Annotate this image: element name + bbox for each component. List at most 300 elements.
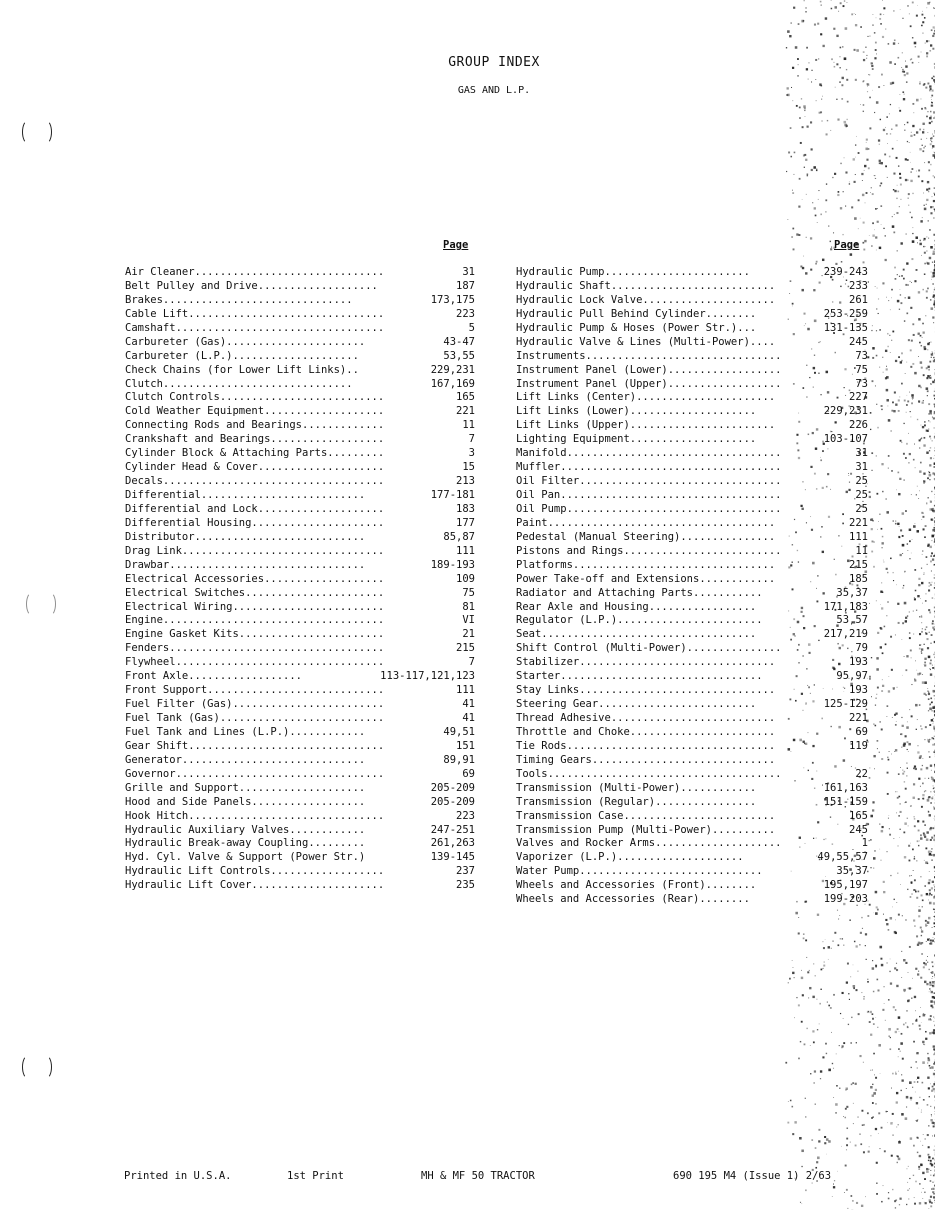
scan-speck [798, 206, 800, 208]
scan-speck [851, 1017, 852, 1018]
scan-speck [876, 355, 878, 357]
scan-speck [906, 741, 908, 743]
scan-speck [899, 478, 901, 480]
scan-speck [906, 1088, 907, 1089]
scan-speck [902, 770, 903, 771]
scan-speck [925, 525, 927, 527]
scan-speck [934, 152, 935, 153]
scan-speck [881, 860, 882, 861]
scan-speck [898, 622, 900, 624]
scan-speck [871, 518, 874, 521]
index-entry [516, 461, 868, 475]
scan-speck [909, 13, 910, 14]
scan-speck [931, 105, 933, 107]
index-entry-label: Hook Hitch............................... [125, 809, 385, 822]
index-entry-page: 49,55,57 [817, 851, 868, 864]
scan-speck [905, 617, 907, 619]
footer-model: MH & MF 50 TRACTOR [421, 1170, 535, 1182]
scan-speck [922, 1198, 923, 1199]
scan-speck [899, 1141, 900, 1142]
scan-speck [896, 687, 897, 688]
scan-speck [792, 190, 793, 191]
scan-speck [922, 906, 923, 907]
index-entry-page: 1 [861, 837, 868, 850]
scan-speck [815, 1104, 816, 1105]
index-entry-page: 151-159 [823, 795, 868, 808]
scan-speck [927, 132, 928, 133]
scan-speck [927, 739, 928, 740]
scan-speck [927, 430, 929, 432]
scan-speck [912, 240, 915, 243]
scan-speck [922, 674, 923, 675]
scan-speck [825, 1043, 827, 1045]
scan-speck [902, 773, 904, 775]
scan-speck [905, 297, 906, 298]
index-entry [125, 768, 475, 782]
scan-speck [837, 1171, 838, 1172]
scan-speck [930, 802, 932, 804]
scan-speck [919, 470, 921, 472]
scan-speck [872, 967, 874, 969]
scan-speck [921, 648, 923, 650]
index-entry [516, 837, 868, 851]
index-entry-page: 103-107 [823, 433, 868, 446]
scan-speck [907, 179, 908, 180]
scan-speck [931, 137, 933, 139]
scan-speck [799, 178, 801, 180]
scan-speck [880, 591, 882, 593]
index-entry [125, 378, 475, 392]
scan-speck [802, 994, 804, 996]
scan-speck [924, 658, 926, 660]
index-entry-label: Muffler................................... [516, 461, 782, 474]
scan-speck [904, 572, 905, 573]
scan-speck [925, 726, 927, 728]
scan-speck [821, 4, 822, 5]
scan-speck [872, 14, 873, 15]
index-entry-label: Hydraulic Shaft.......................... [516, 279, 776, 292]
scan-speck [931, 854, 932, 855]
index-entry-label: Governor................................. [125, 767, 385, 780]
scan-speck [791, 236, 793, 238]
scan-speck [919, 148, 921, 150]
scan-speck [932, 1135, 933, 1136]
scan-speck [880, 604, 881, 605]
index-entry-label: Decals................................... [125, 475, 385, 488]
scan-speck [891, 410, 893, 412]
scan-speck [907, 818, 908, 819]
scan-speck [899, 829, 900, 830]
scan-speck [795, 46, 798, 49]
scan-speck [924, 162, 925, 163]
scan-speck [906, 412, 907, 413]
scan-speck [934, 577, 935, 578]
scan-speck [837, 118, 839, 120]
scan-speck [887, 772, 889, 774]
scan-speck [909, 860, 911, 862]
scan-speck [885, 1020, 886, 1021]
scan-speck [905, 1022, 906, 1023]
index-entry-label: Hydraulic Pump & Hoses (Power Str.)... [516, 321, 757, 334]
scan-speck [920, 837, 922, 839]
scan-speck [830, 241, 831, 242]
scan-speck [926, 838, 928, 840]
scan-speck [906, 362, 907, 363]
index-entry-label: Cold Weather Equipment................... [125, 405, 385, 418]
scan-speck [881, 758, 883, 760]
scan-speck [820, 1078, 821, 1079]
scan-speck [924, 824, 926, 826]
scan-speck [872, 470, 873, 471]
scan-speck [807, 175, 808, 176]
scan-speck [933, 1054, 935, 1056]
scan-speck [876, 455, 877, 456]
scan-speck [803, 933, 805, 935]
scan-speck [846, 1144, 848, 1146]
index-entry-label: Fenders.................................. [125, 642, 385, 655]
scan-speck [903, 585, 904, 586]
scan-speck [821, 99, 822, 100]
scan-speck [866, 159, 868, 161]
scan-speck [825, 939, 826, 940]
scan-speck [932, 1158, 934, 1160]
scan-speck [868, 148, 869, 149]
scan-speck [914, 856, 915, 857]
scan-speck [932, 744, 934, 746]
scan-speck [915, 590, 917, 592]
scan-speck [803, 256, 804, 257]
scan-speck [922, 145, 923, 146]
index-entry-page: 177-181 [430, 489, 475, 501]
scan-speck [817, 1029, 818, 1030]
index-entry [125, 837, 475, 851]
scan-speck [924, 1178, 926, 1180]
scan-speck [891, 1155, 893, 1157]
scan-speck [932, 838, 933, 839]
scan-speck [928, 238, 929, 239]
scan-speck [915, 43, 916, 44]
scan-speck [815, 263, 817, 265]
scan-speck [910, 152, 911, 153]
scan-speck [932, 196, 933, 197]
scan-speck [906, 443, 908, 445]
scan-speck [912, 363, 914, 365]
index-entry [125, 391, 475, 405]
scan-speck [931, 1164, 933, 1166]
scan-speck [920, 1007, 921, 1008]
scan-speck [819, 1024, 820, 1025]
scan-speck [885, 235, 886, 236]
scan-speck [879, 329, 881, 331]
scan-speck [928, 220, 929, 221]
index-entry-label: Differential Housing..................... [125, 516, 385, 529]
scan-speck [879, 849, 880, 850]
scan-speck [910, 162, 911, 163]
scan-speck [803, 154, 805, 156]
scan-speck [922, 821, 924, 823]
scan-speck [924, 681, 927, 684]
scan-speck [810, 1045, 811, 1046]
scan-speck [921, 1192, 922, 1193]
scan-speck [880, 646, 882, 648]
scan-speck [930, 939, 932, 941]
scan-speck [831, 0, 832, 1]
scan-speck [898, 914, 900, 916]
scan-speck [929, 1065, 931, 1067]
index-entry-label: Electrical Accessories................... [125, 572, 385, 585]
scan-speck [930, 1119, 932, 1121]
index-entry [125, 587, 475, 601]
scan-speck [905, 1117, 908, 1120]
scan-speck [932, 351, 933, 352]
scan-speck [886, 568, 888, 570]
scan-speck [929, 479, 930, 480]
index-entry [516, 865, 868, 879]
scan-speck [925, 1202, 927, 1204]
scan-speck [833, 1097, 834, 1098]
scan-speck [872, 960, 873, 961]
scan-speck [922, 628, 923, 629]
scan-speck [903, 831, 905, 833]
scan-speck [876, 1162, 878, 1164]
scan-speck [920, 220, 922, 222]
scan-speck [904, 400, 906, 402]
scan-speck [914, 597, 915, 598]
scan-speck [844, 124, 847, 127]
scan-speck [886, 133, 887, 134]
scan-speck [812, 1030, 814, 1032]
scan-speck [811, 81, 812, 82]
index-entry [516, 559, 868, 573]
scan-speck [895, 791, 896, 792]
scan-speck [876, 330, 877, 331]
index-entry-label: Thread Adhesive.......................... [516, 712, 776, 724]
scan-speck [910, 307, 912, 309]
scan-speck [906, 655, 908, 657]
index-entry [516, 628, 868, 642]
scan-speck [851, 206, 853, 208]
index-entry-page: 195,197 [823, 879, 868, 892]
scan-speck [870, 1086, 873, 1089]
scan-speck [916, 1102, 918, 1104]
scan-speck [886, 366, 887, 367]
scan-speck [880, 14, 882, 16]
scan-speck [910, 896, 912, 898]
scan-speck [887, 346, 888, 347]
scan-speck [853, 985, 855, 987]
index-entry [125, 461, 475, 475]
scan-speck [907, 889, 908, 890]
scan-speck [917, 595, 919, 597]
scan-speck [873, 1023, 875, 1025]
scan-speck [833, 994, 835, 996]
scan-speck [929, 938, 930, 939]
scan-speck [924, 348, 926, 350]
scan-speck [871, 657, 872, 658]
index-column-right [516, 266, 868, 907]
scan-speck [918, 1166, 920, 1168]
scan-speck [899, 526, 900, 527]
scan-speck [910, 349, 912, 351]
index-entry [516, 489, 868, 503]
scan-speck [915, 660, 916, 661]
scan-speck [896, 985, 898, 987]
scan-speck [870, 429, 871, 430]
scan-speck [933, 357, 934, 358]
scan-speck [888, 690, 890, 692]
scan-speck [917, 973, 919, 975]
scan-speck [899, 177, 901, 179]
scan-speck [905, 788, 907, 790]
scan-speck [924, 664, 926, 666]
scan-speck [798, 1058, 800, 1060]
scan-speck [885, 643, 887, 645]
scan-speck [917, 751, 919, 753]
scan-speck [898, 1056, 899, 1057]
scan-speck [898, 43, 899, 44]
scan-speck [931, 272, 932, 273]
scan-speck [869, 676, 871, 678]
scan-speck [918, 1156, 919, 1157]
scan-speck [892, 82, 894, 84]
scan-speck [865, 47, 866, 48]
scan-speck [922, 21, 924, 23]
scan-speck [896, 969, 898, 971]
scan-speck [917, 1067, 918, 1068]
scan-speck [897, 797, 899, 799]
scan-speck [901, 352, 903, 354]
scan-speck [866, 142, 867, 143]
scan-speck [932, 283, 933, 284]
scan-speck [902, 52, 903, 53]
scan-speck [926, 960, 927, 961]
scan-speck [908, 297, 910, 299]
index-entry [125, 712, 475, 726]
scan-speck [822, 259, 824, 261]
index-entry-page: 81 [462, 600, 475, 613]
scan-speck [840, 2, 842, 4]
scan-speck [925, 146, 926, 147]
scan-speck [924, 981, 926, 983]
scan-speck [872, 357, 874, 359]
scan-speck [907, 1190, 908, 1191]
scan-speck [933, 1122, 935, 1124]
scan-speck [904, 602, 907, 605]
scan-speck [890, 104, 891, 105]
scan-speck [894, 214, 895, 215]
scan-speck [905, 919, 906, 920]
scan-speck [927, 688, 928, 689]
scan-speck [880, 205, 882, 207]
scan-speck [875, 1077, 877, 1079]
scan-speck [870, 1011, 872, 1013]
index-entry [516, 587, 868, 601]
index-entry-label: Differential.......................... [125, 489, 366, 501]
scan-speck [860, 932, 862, 934]
scan-speck [905, 510, 907, 512]
scan-speck [914, 926, 915, 927]
index-entry-page: 111 [456, 684, 475, 697]
scan-speck [913, 1175, 914, 1176]
scan-speck [883, 14, 884, 15]
scan-speck [870, 1135, 871, 1136]
scan-speck [815, 1147, 817, 1149]
scan-speck [912, 103, 914, 105]
scan-speck [809, 970, 810, 971]
scan-speck [931, 985, 932, 986]
scan-speck [933, 909, 934, 910]
scan-speck [899, 108, 900, 109]
scan-speck [915, 891, 917, 893]
scan-speck [930, 1106, 931, 1107]
scan-speck [912, 848, 914, 850]
index-entry [125, 782, 475, 796]
scan-speck [792, 960, 793, 961]
scan-speck [865, 1196, 866, 1197]
scan-speck [909, 392, 910, 393]
scan-speck [876, 657, 878, 659]
scan-speck [922, 150, 924, 152]
scan-speck [892, 1189, 893, 1190]
scan-speck [932, 665, 933, 666]
scan-speck [924, 437, 926, 439]
scan-speck [786, 47, 787, 48]
scan-speck [804, 110, 805, 111]
scan-speck [875, 178, 876, 179]
index-entry-label: Front Axle.................. [125, 670, 303, 683]
scan-speck [900, 199, 901, 200]
scan-speck [930, 501, 932, 503]
scan-speck [925, 847, 927, 849]
scan-speck [929, 450, 930, 451]
scan-speck [911, 340, 913, 342]
scan-speck [854, 13, 855, 14]
index-entry [125, 419, 475, 433]
scan-speck [880, 119, 881, 120]
scan-speck [793, 7, 795, 9]
scan-speck [929, 988, 930, 989]
index-entry [516, 796, 868, 810]
scan-speck [926, 983, 928, 985]
scan-speck [891, 297, 892, 298]
scan-speck [900, 529, 902, 531]
scan-speck [825, 199, 827, 201]
scan-speck [911, 988, 912, 989]
scan-speck [923, 246, 924, 247]
scan-speck [919, 243, 921, 245]
scan-speck [862, 1124, 864, 1126]
scan-speck [804, 108, 806, 110]
scan-speck [895, 360, 897, 362]
scan-speck [929, 41, 930, 42]
scan-speck [897, 274, 898, 275]
scan-speck [884, 1150, 886, 1152]
index-entry-page: 199-203 [823, 893, 868, 906]
scan-speck [927, 1104, 929, 1106]
scan-speck [899, 1031, 900, 1032]
scan-speck [917, 719, 918, 720]
scan-speck [915, 467, 916, 468]
page-column-heading-right: Page [834, 239, 860, 251]
index-entry-page: 113-117,121,123 [380, 670, 475, 683]
index-entry-page: 215 [456, 642, 475, 655]
scan-speck [915, 1020, 917, 1022]
scan-speck [932, 978, 933, 979]
scan-speck [915, 1181, 917, 1183]
scan-speck [928, 589, 930, 591]
scan-speck [932, 134, 933, 135]
scan-speck [872, 325, 873, 326]
